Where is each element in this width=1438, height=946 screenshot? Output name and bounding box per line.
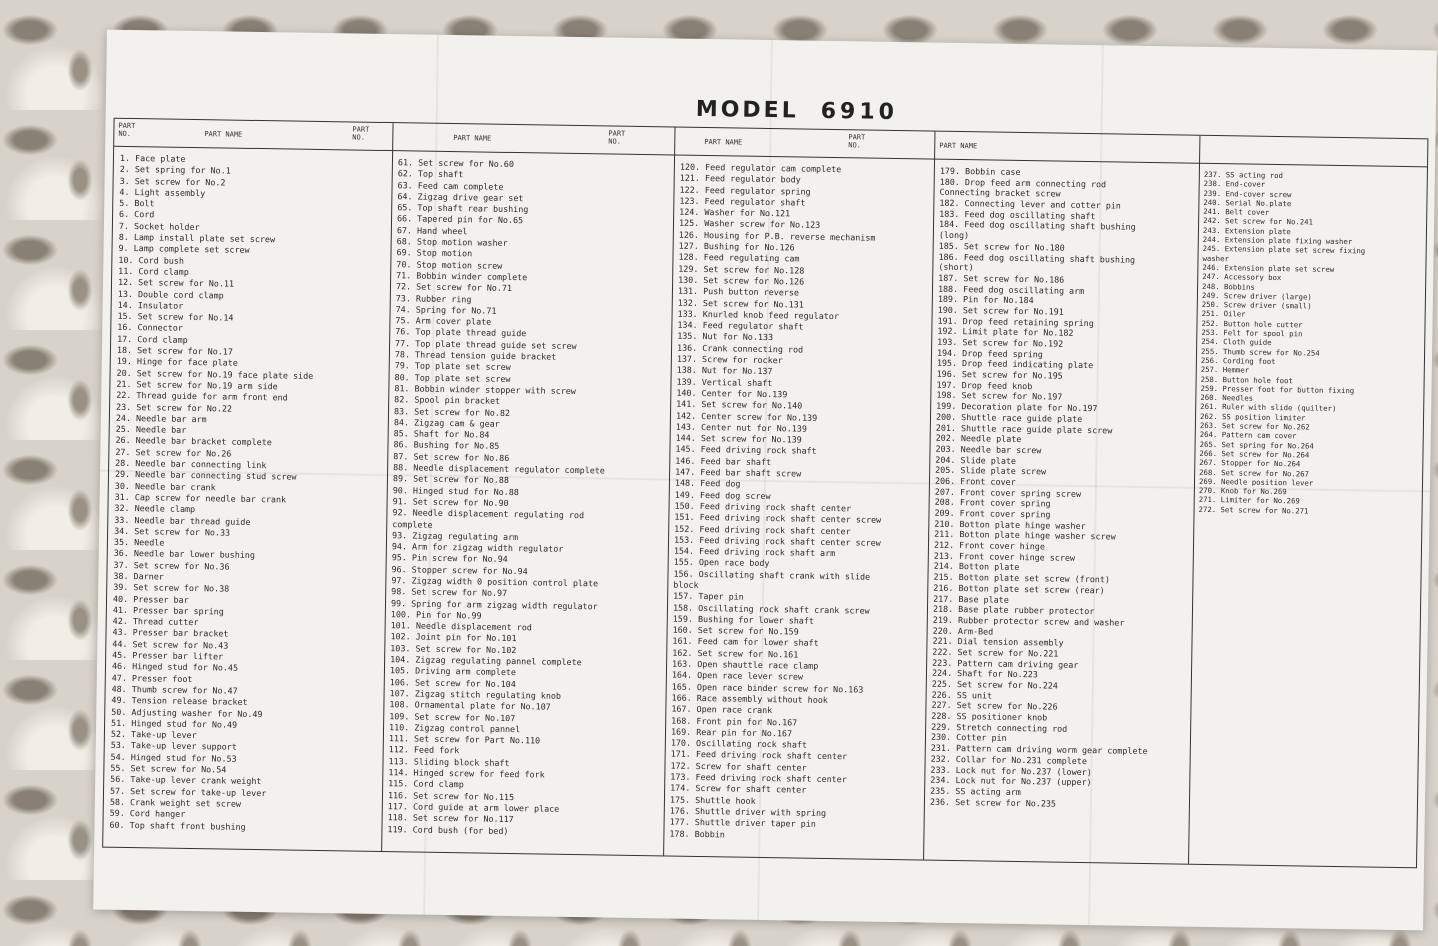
part-row: 204. Slide plate — [935, 454, 1017, 466]
part-row: 167. Open race crank — [671, 703, 773, 716]
part-row: 9. Lamp complete set screw — [118, 243, 250, 256]
part-row: 96. Stopper screw for No.94 — [391, 563, 528, 576]
part-row: 240. Serial No.plate — [1203, 197, 1292, 209]
part-row: 156. Oscillating shaft crank with slide — [673, 568, 871, 582]
part-row: 194. Drop feed spring — [936, 347, 1043, 360]
part-row: 14. Insulator — [117, 299, 184, 311]
part-row: 272. Set screw for No.271 — [1198, 504, 1309, 516]
part-row: 155. Open race body — [673, 556, 770, 569]
part-row: 143. Center nut for No.139 — [675, 421, 808, 434]
part-row: 91. Set screw for No.90 — [392, 496, 509, 508]
part-row: 37. Set screw for No.36 — [113, 559, 230, 572]
part-row: 49. Tension release bracket — [111, 695, 248, 708]
part-row: 233. Lock nut for No.237 (lower) — [930, 764, 1092, 777]
part-row: 7. Socket holder — [118, 220, 200, 232]
part-row: 66. Tapered pin for No.65 — [396, 213, 524, 226]
part-row: 223. Pattern cam driving gear — [932, 657, 1079, 670]
part-row: 64. Zigzag drive gear set — [397, 191, 524, 204]
part-row: 140. Center for No.139 — [676, 387, 788, 400]
part-row: 55. Set screw for No.54 — [110, 762, 227, 775]
part-row: 1. Face plate — [119, 152, 186, 164]
part-row: 191. Drop feed retaining spring — [937, 315, 1094, 328]
part-row: 80. Top plate set screw — [394, 371, 511, 384]
part-row: 267. Stopper for No.264 — [1199, 458, 1301, 469]
part-row: 125. Washer screw for No.123 — [678, 218, 821, 231]
part-row: 232. Collar for No.231 complete — [930, 753, 1088, 766]
part-row: 29. Needle bar connecting stud screw — [114, 469, 297, 482]
part-row: 122. Feed regulator spring — [679, 184, 811, 197]
part-row: 186. Feed dog oscillating shaft bushing — [938, 251, 1136, 265]
part-row: 224. Shaft for No.223 — [931, 667, 1038, 680]
part-row: 5. Bolt — [119, 198, 155, 209]
part-row: 213. Front cover hinge screw — [933, 550, 1076, 563]
part-row: 175. Shuttle hook — [669, 794, 756, 806]
part-row: 196. Set screw for No.195 — [936, 368, 1063, 381]
part-row: 264. Pattern cam cover — [1199, 430, 1297, 441]
part-row: 249. Screw driver (large) — [1201, 290, 1312, 302]
part-row: 53. Take-up lever support — [110, 740, 237, 753]
part-row: 3. Set screw for No.2 — [119, 175, 226, 188]
part-row: 209. Front cover spring — [934, 507, 1051, 520]
part-row: 84. Zigzag cam & gear — [393, 416, 500, 429]
part-row: 217. Base plate — [933, 593, 1009, 605]
part-row: 114. Hinged screw for feed fork — [388, 767, 545, 780]
part-row: 112. Feed fork — [388, 744, 460, 756]
part-row: 70. Stop motion screw — [396, 258, 503, 271]
part-row: 246. Extension plate set screw — [1202, 262, 1335, 274]
part-row: 195. Drop feed indicating plate — [936, 358, 1094, 371]
part-row: 169. Rear pin for No.167 — [670, 726, 793, 739]
parts-table — [102, 118, 1428, 869]
part-row: 48. Thumb screw for No.47 — [111, 683, 238, 696]
part-row: 34. Set screw for No.33 — [114, 525, 231, 538]
part-row: 215. Botton plate set screw (front) — [933, 571, 1111, 585]
part-row: 4. Light assembly — [119, 186, 206, 199]
part-row: 124. Washer for No.121 — [679, 206, 791, 219]
part-row: 159. Bushing for lower shaft — [672, 613, 815, 626]
part-row: 136. Crank connecting rod — [676, 342, 804, 355]
part-no-header: PART NO. — [848, 133, 866, 150]
part-row: 33. Needle bar thread guide — [114, 514, 251, 527]
part-row: 164. Open race lever screw — [671, 669, 804, 682]
part-row: 76. Top plate thread guide — [395, 326, 527, 339]
part-row: 142. Center screw for No.139 — [675, 410, 818, 423]
part-row: 44. Set screw for No.43 — [112, 638, 229, 651]
part-row: 52. Take-up lever — [110, 728, 197, 741]
part-row: 243. Extension plate — [1202, 225, 1291, 237]
part-row: 161. Feed cam for lower shaft — [672, 636, 819, 649]
part-row: 260. Needles — [1200, 392, 1254, 403]
part-row: 102. Joint pin for No.101 — [390, 631, 517, 644]
part-row: 8. Lamp install plate set screw — [118, 231, 276, 245]
part-row: 107. Zigzag stitch regulating knob — [389, 688, 562, 701]
part-row: 152. Feed driving rock shaft center — [674, 523, 851, 536]
part-row: 118. Set screw for No.117 — [387, 812, 514, 825]
part-row: 60. Top shaft front bushing — [109, 819, 246, 832]
part-row: 184. Feed dog oscillating shaft bushing — [938, 219, 1136, 233]
part-row: 21. Set screw for No.19 arm side — [116, 378, 278, 392]
part-row: 258. Button hole foot — [1200, 374, 1293, 385]
parts-column-2 — [387, 157, 672, 839]
part-row: 115. Cord clamp — [388, 778, 464, 790]
part-row: 205. Slide plate screw — [935, 464, 1047, 477]
model-title-word: MODEL — [695, 96, 799, 124]
part-row: 100. Pin for No.99 — [390, 609, 482, 621]
part-row: 113. Sliding block shaft — [388, 755, 510, 768]
part-row: 121. Feed regulator body — [679, 172, 801, 185]
part-row: 129. Set screw for No.128 — [678, 263, 805, 276]
part-row: 235. SS acting arm — [930, 785, 1021, 797]
part-row: 88. Needle displacement regulator complete — [393, 462, 605, 476]
model-number: 6910 — [820, 98, 899, 126]
part-row: 15. Set screw for No.14 — [117, 310, 234, 323]
part-name-header: PART NAME — [704, 138, 743, 147]
part-row: 63. Feed cam complete — [397, 179, 504, 192]
part-row: 97. Zigzag width 0 position control plate — [391, 575, 599, 589]
part-row: 134. Feed regulator shaft — [677, 319, 804, 332]
header-cell — [844, 130, 1094, 162]
part-row: 32. Needle clamp — [114, 502, 196, 515]
part-row: 229. Stretch connecting rod — [931, 721, 1068, 734]
part-row: 153. Feed driving rock shaft center screw — [673, 534, 881, 548]
part-row: Connecting bracket screw — [939, 187, 1061, 199]
part-row: 11. Cord clamp — [118, 265, 189, 277]
part-row: 75. Arm cover plate — [395, 315, 492, 327]
part-no-header: PART NO. — [118, 121, 136, 138]
part-row: 130. Set screw for No.126 — [678, 274, 805, 287]
part-name-header: PART NAME — [453, 134, 492, 143]
part-row: 68. Stop motion washer — [396, 236, 508, 249]
part-row: 228. SS positioner knob — [931, 710, 1048, 723]
part-row: 157. Taper pin — [673, 590, 744, 602]
part-row: 141. Set screw for No.140 — [676, 398, 803, 411]
part-row: 106. Set screw for No.104 — [389, 676, 516, 689]
part-row: 193. Set screw for No.192 — [937, 336, 1064, 349]
part-row: 219. Rubber protector screw and washer — [932, 614, 1125, 628]
part-row: 158. Oscillating rock shaft crank screw — [672, 602, 870, 616]
part-row: 239. End-cover screw — [1203, 188, 1292, 199]
part-row: 170. Oscillating rock shaft — [670, 737, 808, 750]
part-row: 123. Feed regulator shaft — [679, 195, 806, 208]
part-row: 190. Set screw for No.191 — [937, 304, 1064, 317]
part-row: 203. Needle bar screw — [935, 443, 1042, 456]
part-row: 83. Set screw for No.82 — [393, 405, 511, 418]
parts-column-5 — [1199, 170, 1426, 517]
part-row: 211. Botton plate hinge washer screw — [934, 529, 1116, 542]
part-row: 57. Set screw for take-up lever — [109, 785, 267, 798]
part-row: 120. Feed regulator cam complete — [679, 161, 842, 175]
part-row: 218. Base plate rubber protector — [932, 603, 1095, 617]
part-row: 79. Top plate set screw — [394, 360, 511, 373]
part-row: 248. Bobbins — [1202, 281, 1255, 292]
part-row: (short) — [938, 261, 974, 273]
part-row: 38. Darner — [113, 570, 164, 582]
part-row: 138. Nut for No.137 — [676, 364, 773, 377]
part-row: 251. Oiler — [1201, 309, 1246, 319]
part-row: 72. Set screw for No.71 — [395, 281, 513, 294]
part-row: 16. Connector — [117, 322, 183, 334]
part-row: 17. Cord clamp — [117, 333, 188, 345]
part-row: 12. Set screw for No.11 — [117, 277, 235, 289]
part-row: 40. Presser bar — [112, 593, 189, 605]
part-row: 148. Feed dog — [674, 477, 741, 489]
part-row: 144. Set screw for No.139 — [675, 432, 802, 445]
part-row: 210. Botton plate hinge washer — [934, 518, 1086, 531]
part-row: 244. Extension plate fixing washer — [1202, 234, 1353, 247]
part-row: 89. Set screw for No.88 — [392, 473, 510, 486]
part-row: 104. Zigzag regulating pannel complete — [390, 654, 582, 668]
part-row: 132. Set screw for No.131 — [677, 297, 804, 310]
part-row: 265. Set spring for No.264 — [1199, 439, 1314, 451]
part-row: 90. Hinged stud for No.88 — [392, 484, 519, 497]
part-row: complete — [392, 518, 433, 530]
part-row: 69. Stop motion — [396, 247, 473, 259]
part-row: 87. Set screw for No.86 — [393, 450, 510, 463]
part-row: 71. Bobbin winder complete — [396, 270, 528, 283]
part-row: 253. Felt for spool pin — [1201, 327, 1303, 339]
part-row: 127. Bushing for No.126 — [678, 240, 795, 253]
part-row: 227. Set screw for No.226 — [931, 700, 1058, 712]
part-row: 270. Knob for No.269 — [1198, 485, 1287, 497]
part-row: 10. Cord bush — [118, 254, 185, 266]
part-no-header: PART NO. — [352, 125, 370, 142]
part-row: 30. Needle bar crank — [114, 480, 216, 492]
part-name-header: PART NAME — [204, 130, 243, 139]
part-row: 183. Feed dog oscillating shaft — [939, 208, 1096, 221]
part-row: 220. Arm-Bed — [932, 625, 994, 637]
part-row: 173. Feed driving rock shaft center — [670, 771, 847, 785]
header-cell — [348, 122, 604, 154]
part-row: 110. Zigzag control pannel — [388, 721, 521, 735]
part-no-header: PART NO. — [608, 129, 626, 146]
part-row: 23. Set screw for No.22 — [115, 401, 233, 414]
part-row: 54. Hinged stud for No.53 — [110, 751, 237, 764]
part-row: 234. Lock nut for No.237 (upper) — [930, 774, 1092, 788]
part-row: 99. Spring for arm zigzag width regulator — [390, 597, 598, 611]
part-row: 197. Drop feed knob — [936, 379, 1033, 391]
part-row: 133. Knurled knob feed regulator — [677, 308, 840, 321]
part-row: (long) — [938, 229, 970, 241]
part-row: 24. Needle bar arm — [115, 412, 207, 425]
part-row: 18. Set screw for No.17 — [116, 344, 234, 357]
part-row: 13. Double cord clamp — [117, 288, 224, 301]
part-row: 160. Set screw for No.159 — [672, 624, 799, 637]
part-row: 237. SS acting rod — [1203, 169, 1283, 181]
part-row: 73. Rubber ring — [395, 292, 472, 304]
part-row: 214. Botton plate — [933, 561, 1020, 573]
part-row: 135. Nut for No.133 — [677, 331, 774, 343]
part-row: 263. Set screw for No.262 — [1199, 420, 1310, 432]
part-row: 58. Crank weight set screw — [109, 796, 242, 809]
part-row: 178. Bobbin — [669, 828, 725, 839]
part-row: 86. Bushing for No.85 — [393, 439, 500, 452]
part-row: 149. Feed dog screw — [674, 489, 771, 501]
part-row: 19. Hinge for face plate — [116, 356, 238, 369]
part-row: 147. Feed bar shaft screw — [675, 466, 802, 479]
part-row: 185. Set screw for No.180 — [938, 240, 1065, 253]
part-row: 238. End-cover — [1203, 179, 1266, 190]
part-row: 222. Set screw for No.221 — [932, 646, 1059, 659]
part-row: 51. Hinged stud for No.49 — [111, 717, 238, 730]
part-row: 250. Screw driver (small) — [1201, 299, 1312, 311]
part-row: 117. Cord guide at arm lower place — [387, 801, 560, 814]
part-row: 36. Needle bar lower bushing — [113, 548, 256, 561]
part-row: 20. Set screw for No.19 face plate side — [116, 367, 314, 381]
part-row: 101. Needle displacement rod — [390, 620, 532, 633]
part-row: 201. Shuttle race guide plate screw — [935, 422, 1113, 435]
part-row: 6. Cord — [119, 209, 155, 220]
model-title — [696, 97, 899, 125]
header-cell — [114, 119, 348, 151]
part-row: 25. Needle bar — [115, 423, 187, 436]
part-row: 165. Open race binder screw for No.163 — [671, 681, 864, 695]
part-row: 109. Set screw for No.107 — [389, 710, 516, 723]
part-row: 61. Set screw for No.60 — [397, 157, 514, 170]
part-row: 207. Front cover spring screw — [934, 486, 1082, 499]
part-row: 255. Thumb screw for No.254 — [1201, 346, 1320, 358]
parts-column-1 — [109, 153, 388, 835]
part-row: 177. Shuttle driver taper pin — [669, 816, 816, 830]
header-cell — [604, 126, 844, 158]
part-row: 105. Driving arm complete — [389, 665, 517, 678]
part-row: 119. Cord bush (for bed) — [387, 823, 509, 836]
part-row: 242. Set screw for No.241 — [1203, 216, 1314, 228]
part-row: 43. Presser bar bracket — [112, 627, 229, 640]
part-row: 81. Bobbin winder stopper with screw — [394, 383, 576, 396]
part-row: 166. Race assembly without hook — [671, 692, 828, 705]
part-row: 221. Dial tension assembly — [932, 635, 1064, 648]
part-row: 252. Button hole cutter — [1201, 318, 1303, 330]
part-row: 192. Limit plate for No.182 — [937, 326, 1074, 339]
part-row: 216. Botton plate set screw (rear) — [933, 582, 1105, 596]
part-row: 231. Pattern cam driving worm gear complete — [930, 742, 1148, 757]
part-row: 206. Front cover — [934, 475, 1016, 487]
part-row: 126. Housing for P.B. reverse mechanism — [678, 229, 876, 243]
part-row: 74. Spring for No.71 — [395, 304, 497, 316]
part-row: 59. Cord hanger — [109, 807, 186, 820]
part-row: 179. Bobbin case — [939, 165, 1021, 177]
part-row: 208. Front cover spring — [934, 496, 1051, 509]
part-row: 182. Connecting lever and cotter pin — [939, 197, 1121, 211]
part-row: 271. Limiter for No.269 — [1198, 495, 1300, 506]
part-row: block — [673, 579, 699, 590]
parts-column-3 — [669, 162, 932, 844]
part-row: 116. Set screw for No.115 — [387, 789, 515, 802]
part-row: 174. Screw for shaft center — [670, 782, 807, 796]
parts-column-4 — [930, 166, 1198, 811]
part-row: 269. Needle position lever — [1198, 476, 1314, 488]
part-row: 45. Presser bar lifter — [112, 649, 224, 662]
part-row: 188. Feed dog oscillating arm — [937, 283, 1085, 296]
part-row: 108. Ornamental plate for No.107 — [389, 699, 551, 712]
part-row: 146. Feed bar shaft — [675, 455, 772, 467]
part-row: 257. Hemmer — [1200, 365, 1250, 375]
part-row: 266. Set screw for No.264 — [1199, 448, 1310, 460]
part-row: 176. Shuttle driver with spring — [669, 805, 827, 818]
part-row: 28. Needle bar connecting link — [115, 457, 267, 471]
part-row: 137. Screw for rocker — [676, 353, 783, 366]
part-row: 41. Presser bar spring — [112, 604, 224, 617]
part-row: 199. Decoration plate for No.197 — [936, 400, 1098, 414]
part-row: 212. Front cover hinge — [933, 539, 1046, 552]
part-row: 42. Thread cutter — [112, 615, 199, 628]
part-row: 200. Shuttle race guide plate — [935, 411, 1083, 424]
part-row: 35. Needle — [113, 536, 165, 548]
part-row: 163. Open shauttle race clamp — [672, 658, 819, 671]
part-row: 261. Ruler with slide (quilter) — [1200, 402, 1337, 414]
part-row: 171. Feed driving rock shaft center — [670, 748, 848, 762]
part-row: 26. Needle bar bracket complete — [115, 435, 272, 448]
part-row: 187. Set screw for No.186 — [938, 272, 1065, 285]
part-row: 268. Set screw for No.267 — [1199, 467, 1310, 479]
part-row: 247. Accessory box — [1202, 272, 1282, 283]
part-row: 50. Adjusting washer for No.49 — [111, 706, 263, 719]
part-row: 39. Set screw for No.38 — [113, 582, 230, 594]
part-row: 236. Set screw for No.235 — [929, 796, 1057, 809]
part-row: 259. Presser foot for button fixing — [1200, 383, 1355, 396]
part-row: 256. Cording foot — [1200, 355, 1276, 366]
part-row: 94. Arm for zigzag width regulator — [391, 541, 564, 554]
part-row: 103. Set screw for No.102 — [390, 642, 517, 655]
part-row: 226. SS unit — [931, 689, 993, 701]
part-row: 82. Spool pin bracket — [394, 394, 501, 407]
part-row: 180. Drop feed arm connecting rod — [939, 176, 1107, 190]
part-name-header: PART NAME — [939, 141, 978, 151]
part-row: 131. Push button reverse — [677, 285, 800, 298]
part-row: 78. Thread tension guide bracket — [394, 349, 557, 362]
part-row: 172. Screw for shaft center — [670, 760, 807, 773]
part-row: 111. Set screw for Part No.110 — [388, 733, 541, 746]
part-row: 95. Pin screw for No.94 — [391, 552, 508, 565]
part-row: 85. Shaft for No.84 — [393, 428, 490, 440]
part-row: 139. Vertical shaft — [676, 376, 773, 388]
part-row: 241. Belt cover — [1203, 207, 1270, 218]
part-row: 98. Set screw for No.97 — [391, 586, 508, 599]
part-row: 31. Cap screw for needle bar crank — [114, 491, 287, 505]
part-row: 62. Top shaft — [397, 168, 464, 180]
part-row: 2. Set spring for No.1 — [119, 164, 231, 176]
part-row: 225. Set screw for No.224 — [931, 678, 1058, 691]
part-row: 145. Feed driving rock shaft — [675, 444, 817, 457]
part-row: 202. Needle plate — [935, 432, 1022, 445]
part-row: 262. SS position limiter — [1199, 411, 1306, 423]
part-row: 93. Zigzag regulating arm — [392, 529, 519, 542]
part-row: 154. Feed driving rock shaft arm — [673, 545, 836, 559]
part-row: 47. Presser foot — [111, 672, 193, 684]
part-row: 27. Set screw for No.26 — [115, 446, 232, 459]
part-row: 198. Set screw for No.197 — [936, 390, 1063, 403]
part-row: 162. Set screw for No.161 — [672, 647, 799, 660]
part-row: 65. Top shaft rear bushing — [397, 202, 529, 215]
part-row: 67. Hand wheel — [396, 224, 468, 237]
part-row: 128. Feed regulating cam — [678, 251, 800, 264]
part-row: 189. Pin for No.184 — [937, 293, 1034, 306]
part-row: 230. Cotter pin — [930, 732, 1007, 744]
part-row: 168. Front pin for No.167 — [671, 715, 798, 728]
part-row: 254. Cloth guide — [1201, 337, 1272, 348]
part-row: 56. Take-up lever crank weight — [110, 774, 262, 787]
part-row: 245. Extension plate set screw fixing — [1202, 244, 1366, 256]
part-row: 92. Needle displacement regulating rod — [392, 507, 585, 521]
part-row: 77. Top plate thread guide set screw — [395, 337, 577, 351]
part-row: washer — [1202, 253, 1229, 263]
parts-list-sheet — [93, 30, 1437, 931]
part-row: 46. Hinged stud for No.45 — [111, 661, 239, 674]
part-row: 151. Feed driving rock shaft center screw — [674, 511, 882, 526]
part-row: 150. Feed driving rock shaft center — [674, 500, 852, 514]
part-row: 22. Thread guide for arm front end — [116, 390, 288, 403]
